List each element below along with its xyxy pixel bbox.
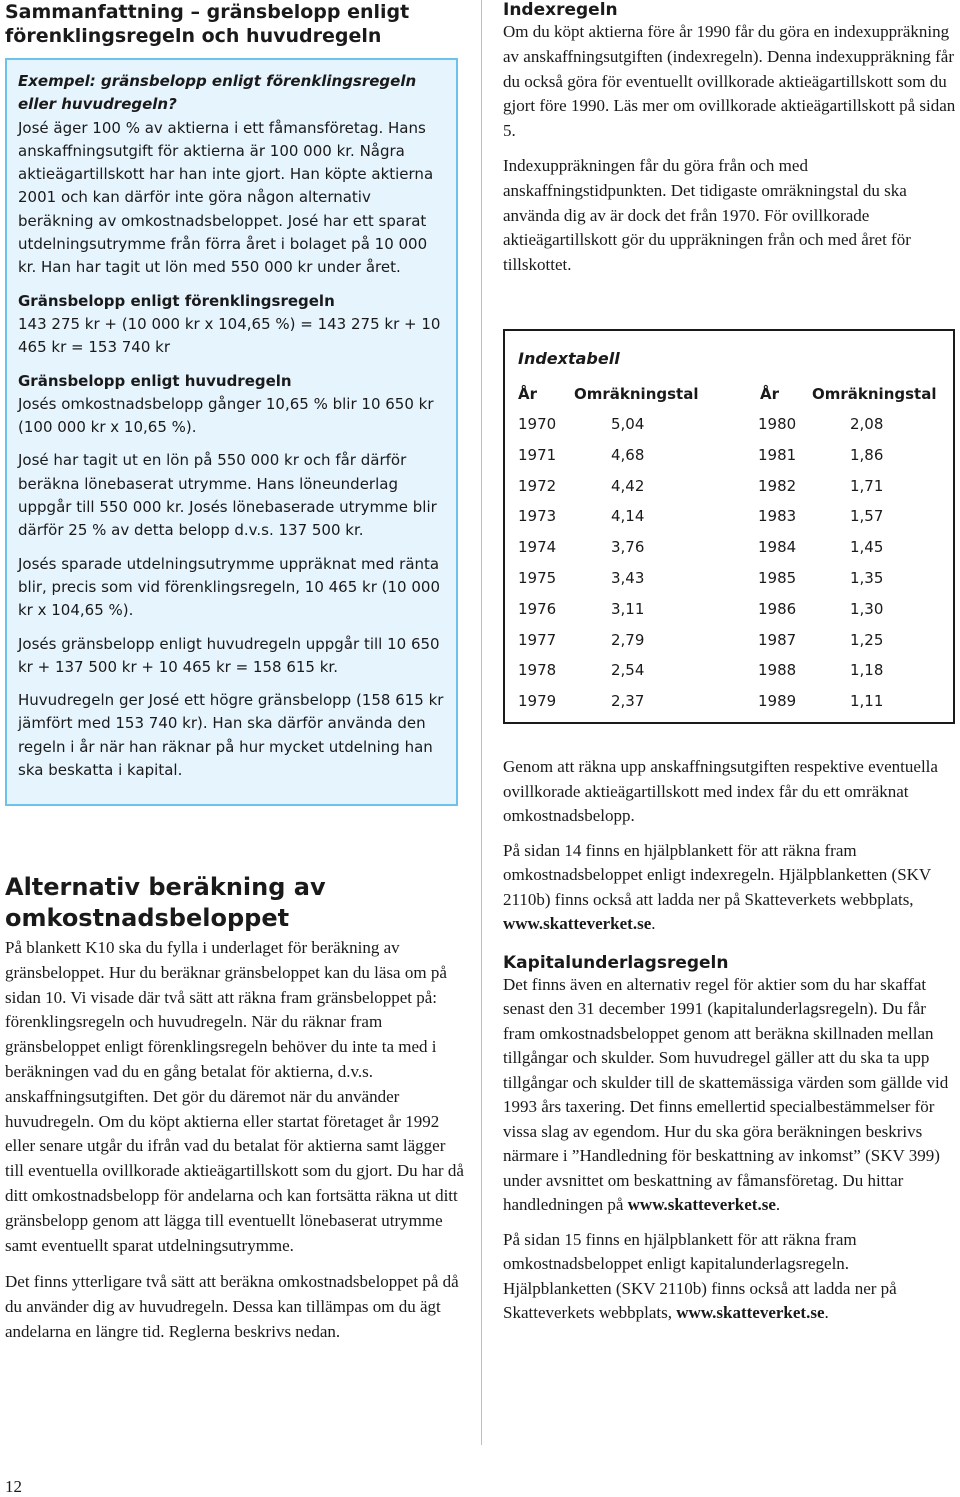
index-table-header-year: År	[518, 385, 538, 403]
index-cell-year: 1970	[518, 415, 557, 433]
index-cell-year: 1980	[758, 415, 797, 433]
index-cell-factor: 1,45	[850, 538, 884, 557]
example-saved-space-paragraph: Josés sparade utdelningsutrymme uppräknat med ränta blir, precis som vid förenklingsregeln, 10 465 kr (10 000 kr x 104,65 %).	[18, 554, 440, 620]
alternative-calc-heading: Alternativ beräkning av omkostnadsbeloppet	[5, 873, 326, 932]
index-form-paragraph: På sidan 14 finns en hjälpblankett för att räkna fram omkostnadsbeloppet enligt indexregeln. Hjälpblanketten (SKV 2110b) finns också att ladda ner på Skatteverkets webbplats, www.skatteverket.se.	[503, 840, 931, 933]
index-cell-factor: 4,42	[611, 476, 645, 495]
example-calc-simplified: 143 275 kr + (10 000 kr x 104,65 %) = 143 275 kr + 10 465 kr = 153 740 kr	[18, 314, 441, 357]
index-cell-year: 1985	[758, 569, 797, 587]
index-table-header-year: År	[760, 385, 780, 403]
alternative-calc-paragraph-2: Det finns ytterligare två sätt att beräkna omkostnadsbeloppet på då du använder dig av huvudregeln. Dessa kan tillämpas om du ägt andelarna en längre tid. Reglerna beskrivs nedan.	[5, 1272, 459, 1341]
index-cell-year: 1981	[758, 445, 797, 464]
skatteverket-link[interactable]: www.skatteverket.se	[503, 914, 652, 933]
index-cell-factor: 2,37	[611, 692, 645, 711]
alternative-calc-body	[5, 936, 465, 1357]
index-rule-paragraph-1: Om du köpt aktierna före år 1990 får du göra en indexuppräkning av anskaffningsutgiften (indexregeln). Denna indexuppräkning får du också göra för eventuellt ovillkorade aktieägartillskott som du gjort före 1990. Läs mer om ovillkorade aktieägartillskott på sidan 5.	[503, 22, 956, 141]
index-rule-paragraph-2: Indexuppräkningen får du göra från och med anskaffningstidpunkten. Det tidigaste omräkningstal du ska använda dig av är dock det från 1970. För ovillkorade aktieägartillskott gör du uppräkningen från och med året för tillskottet.	[503, 155, 911, 275]
index-cell-factor: 4,14	[611, 507, 645, 526]
index-cell-year: 1987	[758, 630, 797, 649]
capital-rule-paragraph-2: På sidan 15 finns en hjälpblankett för att räkna fram omkostnadsbeloppet enligt kapitalunderlagsregeln. Hjälpblanketten (SKV 2110b) finns också att ladda ner på Skatteverkets webbplats, www.skatteverket.se.	[503, 1229, 897, 1322]
index-cell-factor: 1,25	[850, 630, 884, 649]
index-cell-year: 1982	[758, 476, 797, 495]
index-cell-year: 1983	[758, 507, 797, 526]
index-cell-factor: 1,18	[850, 661, 884, 680]
index-cell-factor: 2,79	[611, 630, 645, 649]
index-cell-factor: 1,30	[850, 599, 884, 618]
index-cell-year: 1972	[518, 476, 557, 495]
example-box	[5, 58, 458, 806]
example-salary-paragraph: José har tagit ut en lön på 550 000 kr och får därför beräkna lönebaserat utrymme. Hans löneunderlag uppgår till 550 000 kr. Josés lönebaserade utrymme blir därför 25 % av detta belopp d.v.s. 137 500 kr.	[18, 451, 437, 540]
index-cell-factor: 3,76	[611, 538, 645, 557]
index-cell-year: 1979	[518, 692, 557, 711]
index-cell-factor: 4,68	[611, 445, 645, 464]
example-intro: José äger 100 % av aktierna i ett fåmansföretag. Hans anskaffningsutgift för aktierna är 100 000 kr. Några aktieägartillskott har han inte gjort. Han köpte aktierna 2001 och kan därför inte göra någon alternativ beräkning av omkostnadsbeloppet. José har ett sparat utdelningsutrymme från förra året i bolaget på 10 000 kr. Han har tagit ut lön med 550 000 kr under året.	[18, 118, 434, 277]
index-cell-year: 1973	[518, 507, 557, 526]
index-cell-year: 1988	[758, 661, 797, 680]
index-cell-year: 1976	[518, 599, 557, 618]
index-cell-year: 1971	[518, 445, 557, 464]
capital-rule-heading: Kapitalunderlagsregeln	[503, 952, 729, 973]
index-cell-year: 1984	[758, 538, 797, 557]
index-cell-year: 1975	[518, 569, 557, 587]
index-cell-year: 1978	[518, 661, 557, 680]
index-cell-factor: 1,86	[850, 445, 884, 464]
capital-rule-paragraph-1: Det finns även en alternativ regel för aktier som du har skaffat senast den 31 december 1991 (kapitalunderlagsregeln). Du får fram omkostnadsbeloppet genom att beräkna skillnaden mellan tillgångar och skulder. Som huvudregel gäller att du ska ta upp tillgångar och skulder till de skattemässiga värden som gällde vid 1993 års taxering. Det finns emellertid specialbestämmelser för vissa slag av egendom. Hur du ska göra beräkningen beskrivs närmare i ”Handledning för beskattning av inkomst” (SKV 399) under avsnittet om beskattning av fåmansföretag. Du hittar handledningen på www.skatteverket.se.	[503, 974, 949, 1214]
index-cell-factor: 3,11	[611, 599, 645, 618]
example-sub-main-rule: Gränsbelopp enligt huvudregeln	[18, 371, 292, 390]
index-table	[503, 329, 955, 724]
example-total-paragraph: Josés gränsbelopp enligt huvudregeln uppgår till 10 650 kr + 137 500 kr + 10 465 kr = 158 615 kr.	[18, 634, 440, 676]
example-conclusion-paragraph: Huvudregeln ger José ett högre gränsbelopp (158 615 kr jämfört med 153 740 kr). Han ska därför använda den regeln i år när han räknar på hur mycket utdelning han ska beskatta i kapital.	[18, 691, 444, 780]
summary-heading: Sammanfattning – gränsbelopp enligt förenklingsregeln och huvudregeln	[5, 1, 410, 47]
index-table-header-factor: Omräkningstal	[574, 385, 699, 403]
skatteverket-link[interactable]: www.skatteverket.se	[627, 1195, 776, 1214]
alternative-calc-paragraph-1: På blankett K10 ska du fylla i underlaget för beräkning av gränsbeloppet. Hur du beräknar gränsbeloppet kan du läsa om på sidan 10. Vi visade där två sätt att räkna fram gränsbeloppet på: förenklingsregeln och huvudregeln. När du räknar fram gränsbeloppet enligt förenklingsregeln behöver du inte ta med i beräkningen vad du en gång betalat för aktierna, d.v.s. anskaffningsutgiften. Det gör du däremot när du använder huvudregeln. Om du köpt aktierna eller startat företaget år 1992 eller senare utgår du ifrån vad du betalat för aktierna samt lägger till eventuella ovillkorade aktieägartillskott som du gjort. Du har då ditt omkostnadsbelopp för andelarna och kan fortsätta räkna ut ditt gränsbelopp genom att lägga till eventuellt lönebaserat utrymme samt eventuellt sparat utdelningsutrymme.	[5, 938, 464, 1255]
index-cell-factor: 5,04	[611, 415, 645, 433]
index-cell-year: 1977	[518, 630, 557, 649]
index-cell-factor: 2,54	[611, 661, 645, 680]
example-calc-main-rule: Josés omkostnadsbelopp gånger 10,65 % blir 10 650 kr (100 000 kr x 10,65 %).	[18, 394, 434, 437]
page-number: 12	[5, 1477, 22, 1496]
skatteverket-link[interactable]: www.skatteverket.se	[676, 1303, 825, 1322]
index-cell-factor: 2,08	[850, 415, 884, 433]
example-title: Exempel: gränsbelopp enligt förenklingsregeln eller huvudregeln?	[18, 72, 417, 114]
lower-right-column	[503, 755, 958, 1336]
index-rule-section	[503, 0, 958, 288]
index-rule-heading: Indexregeln	[503, 0, 618, 20]
index-cell-year: 1986	[758, 599, 797, 618]
column-divider	[481, 0, 482, 1445]
index-cell-factor: 1,57	[850, 507, 884, 526]
index-cell-factor: 1,71	[850, 476, 884, 495]
index-cell-factor: 3,43	[611, 569, 645, 587]
index-cell-factor: 1,11	[850, 692, 884, 711]
index-cell-year: 1974	[518, 538, 557, 557]
index-cell-factor: 1,35	[850, 569, 884, 587]
index-cell-year: 1989	[758, 692, 797, 711]
index-table-title: Indextabell	[518, 349, 620, 368]
example-sub-simplified: Gränsbelopp enligt förenklingsregeln	[18, 291, 335, 310]
index-table-header-factor: Omräkningstal	[812, 385, 937, 403]
index-result-paragraph: Genom att räkna upp anskaffningsutgiften respektive eventuella ovillkorade aktieägartillskott med index får du ett omräknat omkostnadsbelopp.	[503, 757, 938, 825]
